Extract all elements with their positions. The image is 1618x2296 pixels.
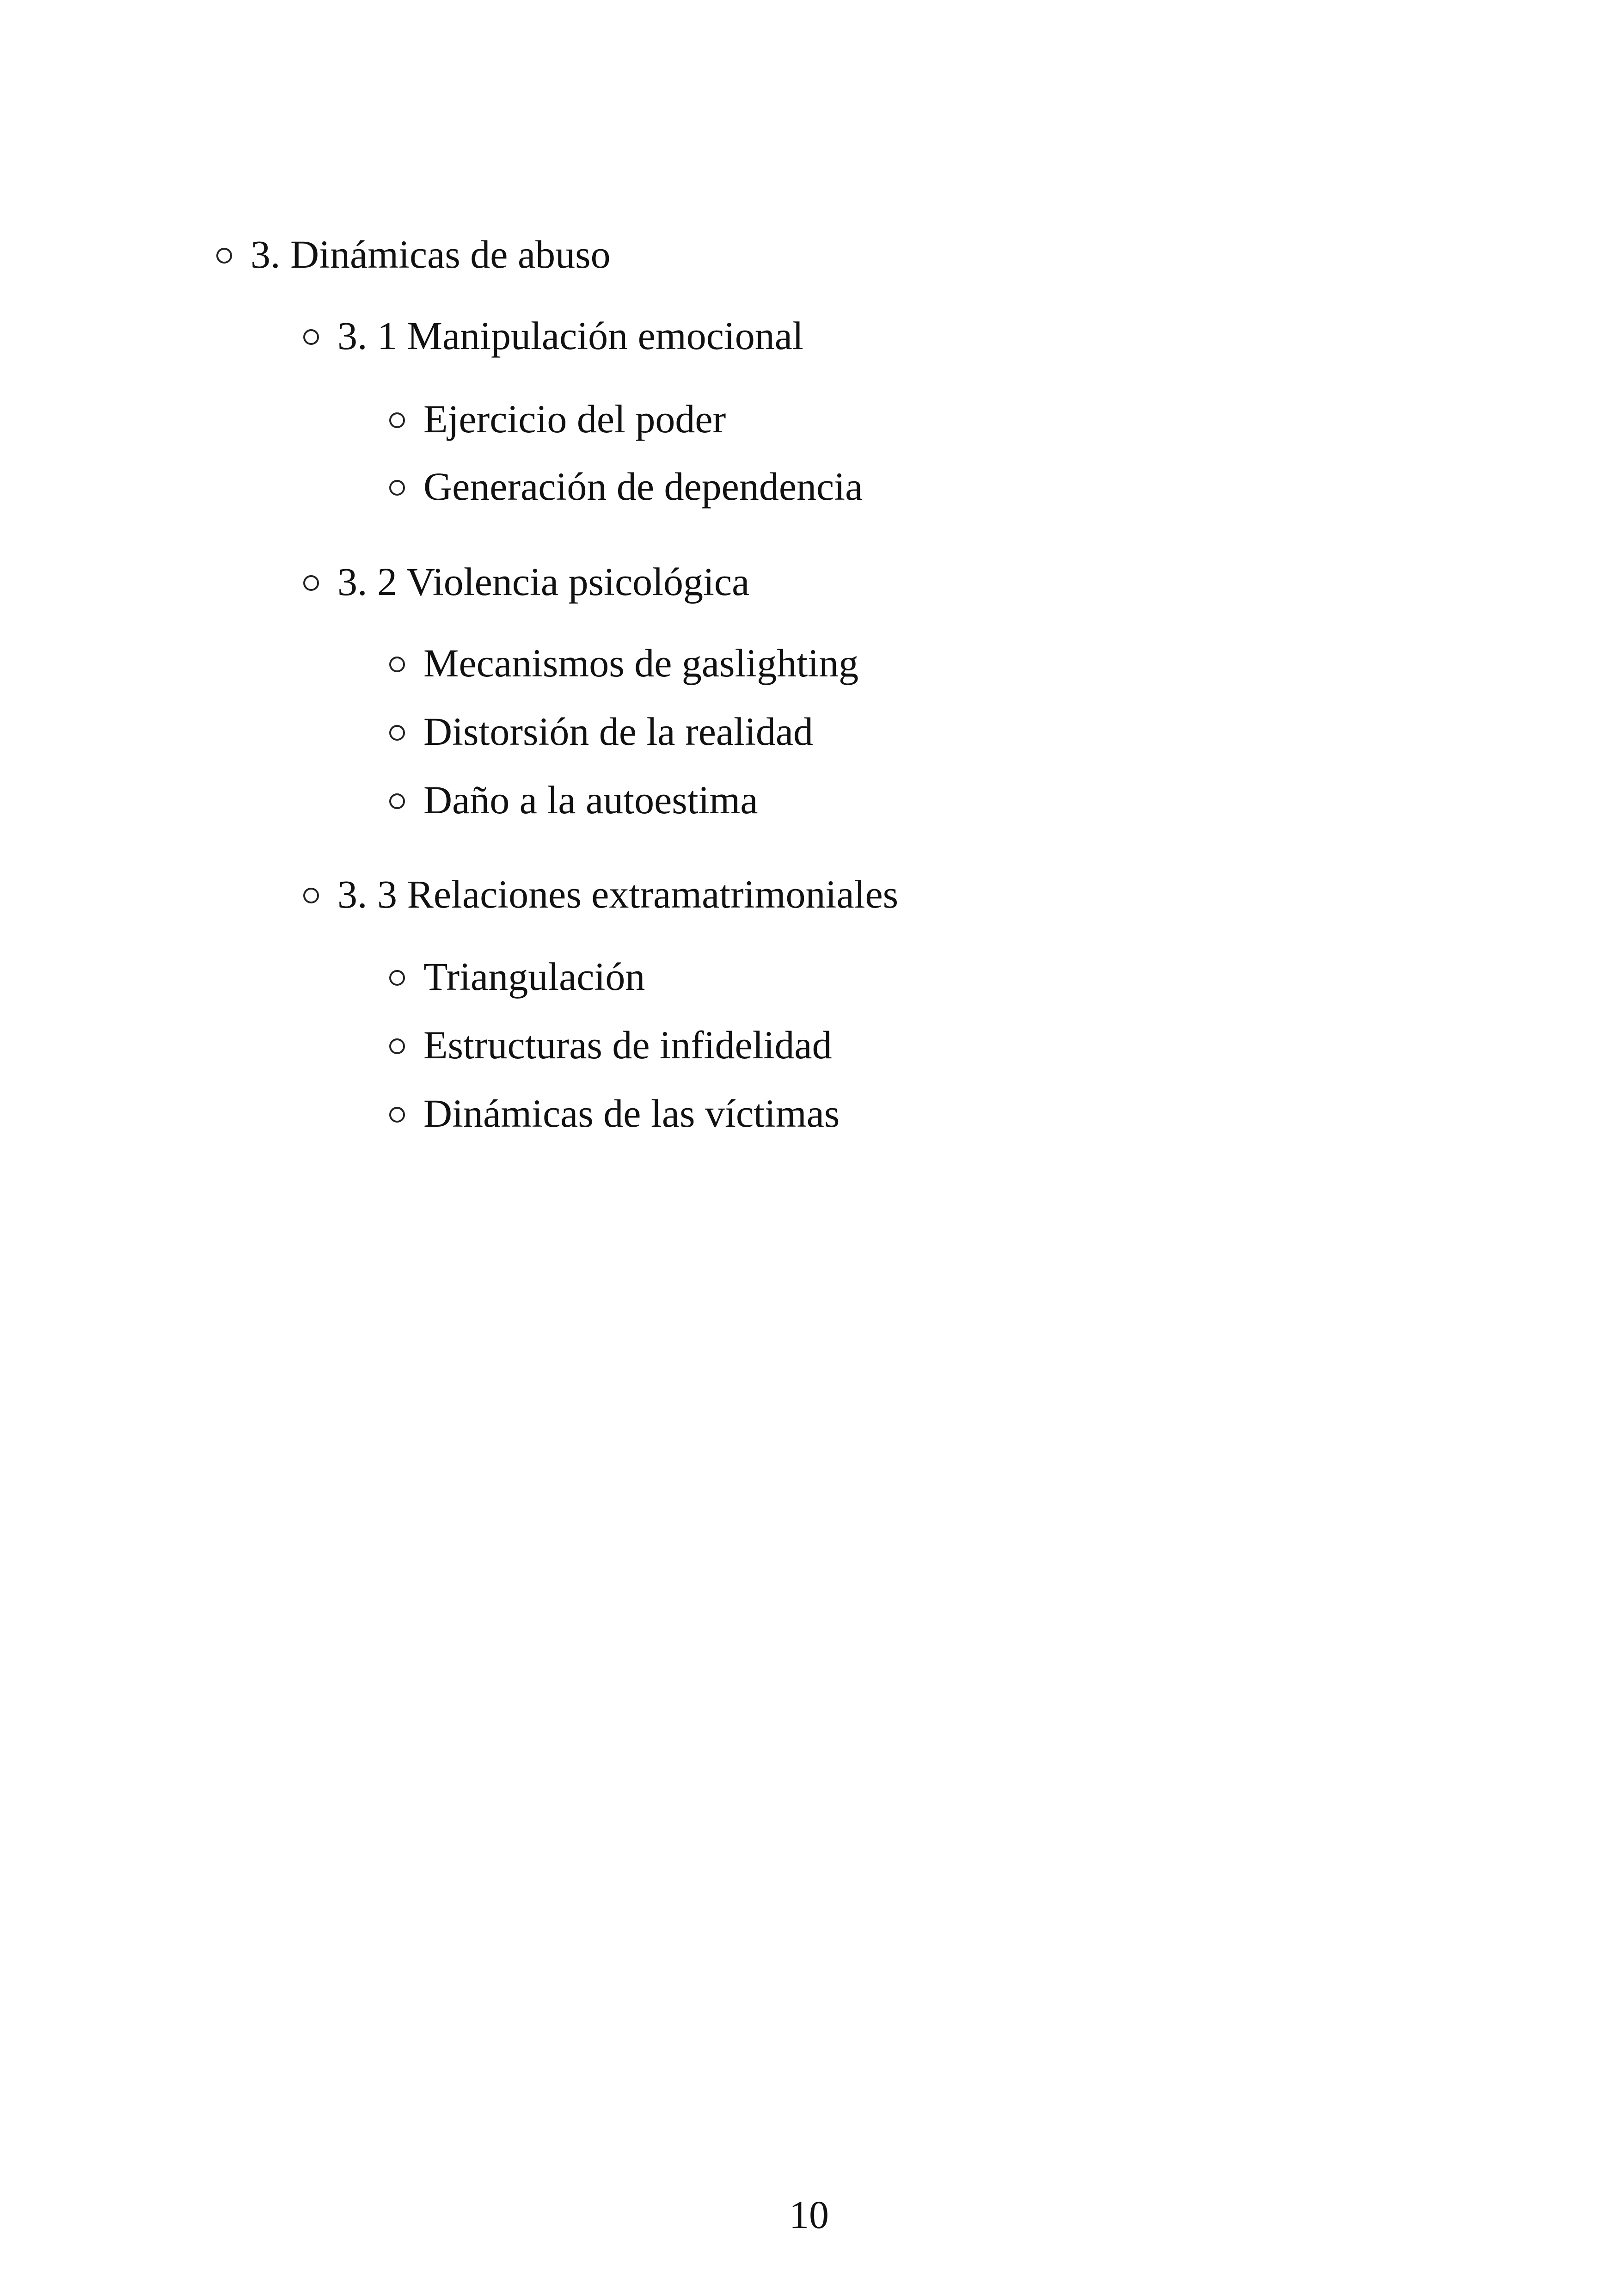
section-heading xyxy=(216,231,611,277)
hollow-circle-bullet-icon xyxy=(389,1107,405,1123)
list-item-text: Estructuras de infidelidad xyxy=(423,1023,832,1067)
list-item-text: Ejercicio del poder xyxy=(423,397,726,441)
list-item-text: Dinámicas de las víctimas xyxy=(423,1091,840,1136)
list-item xyxy=(389,396,726,442)
list-item xyxy=(389,1090,840,1136)
subsection-heading-text: 3. 1 Manipulación emocional xyxy=(337,313,803,358)
subsection-heading xyxy=(303,313,803,359)
hollow-circle-bullet-icon xyxy=(389,725,405,741)
hollow-circle-bullet-icon xyxy=(389,657,405,672)
hollow-circle-bullet-icon xyxy=(389,970,405,986)
list-item-text: Distorsión de la realidad xyxy=(423,709,814,754)
hollow-circle-bullet-icon xyxy=(216,248,232,264)
hollow-circle-bullet-icon xyxy=(303,575,319,591)
subsection-heading-text: 3. 2 Violencia psicológica xyxy=(337,559,750,604)
list-item-text: Daño a la autoestima xyxy=(423,778,758,822)
list-item-text: Triangulación xyxy=(423,954,645,999)
section-heading-text: 3. Dinámicas de abuso xyxy=(251,232,611,276)
subsection-heading xyxy=(303,871,898,917)
list-item xyxy=(389,708,813,755)
hollow-circle-bullet-icon xyxy=(303,329,319,345)
list-item xyxy=(389,953,645,1000)
subsection-heading xyxy=(303,559,749,605)
hollow-circle-bullet-icon xyxy=(303,888,319,903)
list-item-text: Generación de dependencia xyxy=(423,464,863,509)
list-item xyxy=(389,463,863,510)
list-item xyxy=(389,777,758,823)
hollow-circle-bullet-icon xyxy=(389,793,405,809)
list-item xyxy=(389,640,858,686)
hollow-circle-bullet-icon xyxy=(389,412,405,428)
hollow-circle-bullet-icon xyxy=(389,1038,405,1054)
page-number: 10 xyxy=(789,2192,829,2237)
subsection-heading-text: 3. 3 Relaciones extramatrimoniales xyxy=(337,872,899,916)
list-item xyxy=(389,1022,832,1068)
hollow-circle-bullet-icon xyxy=(389,480,405,496)
list-item-text: Mecanismos de gaslighting xyxy=(423,641,859,685)
